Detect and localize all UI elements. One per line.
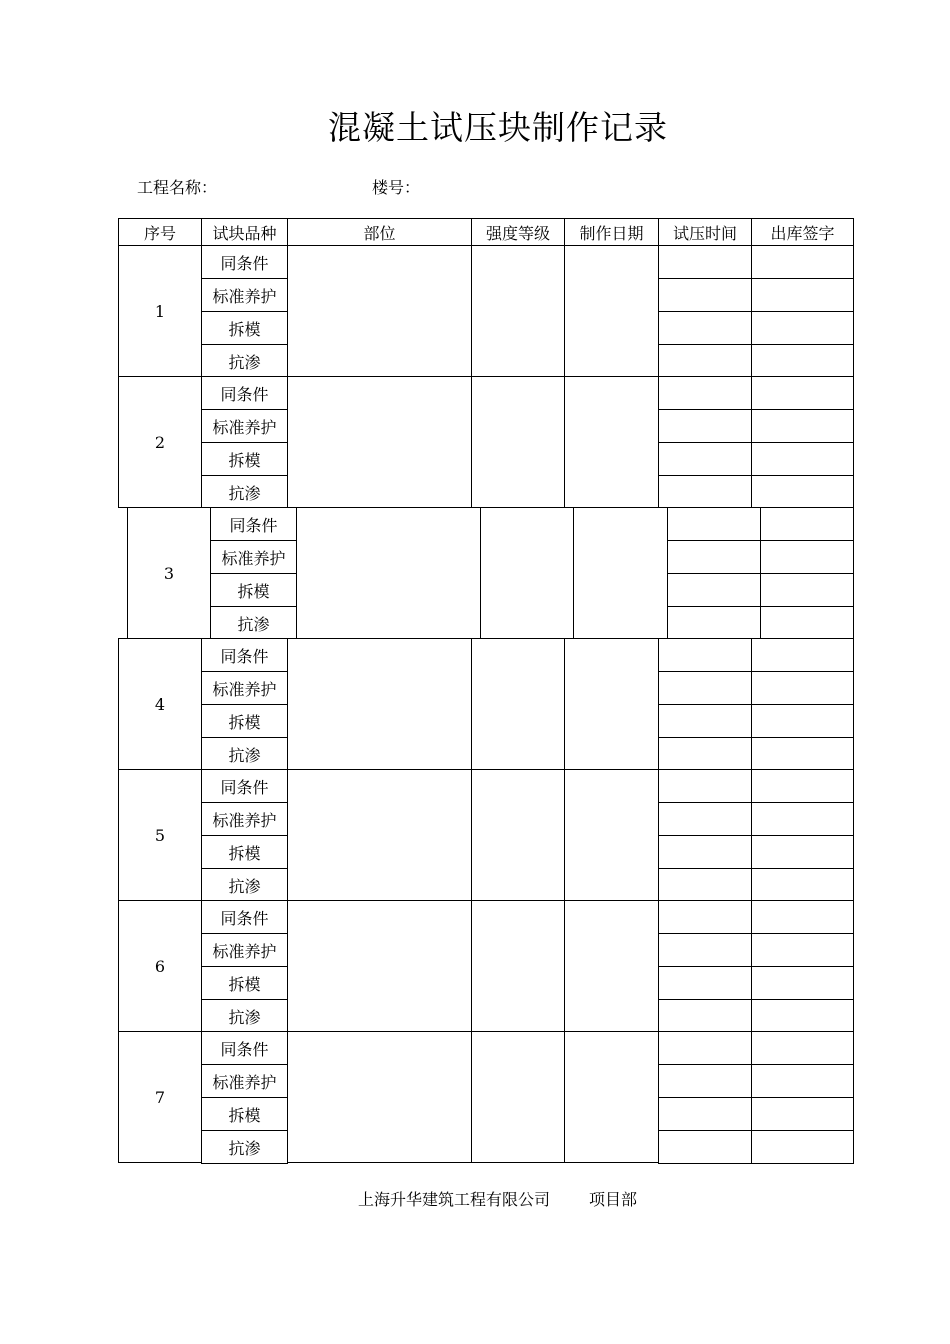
signature-cell[interactable] — [751, 868, 854, 902]
company-name: 上海升华建筑工程有限公司 — [358, 1190, 551, 1209]
header-col-made-date: 制作日期 — [564, 218, 659, 247]
made-date-cell[interactable] — [573, 507, 668, 639]
test-time-cell[interactable] — [658, 802, 752, 836]
signature-cell[interactable] — [760, 540, 854, 574]
row-index: 6 — [118, 900, 202, 1032]
row-index: 3 — [127, 507, 211, 639]
test-time-cell[interactable] — [658, 900, 752, 934]
strength-grade-cell[interactable] — [471, 638, 565, 770]
signature-cell[interactable] — [751, 638, 854, 672]
specimen-type: 标准养护 — [201, 933, 288, 967]
specimen-type: 抗渗 — [201, 475, 288, 509]
header-col-location: 部位 — [287, 218, 472, 247]
signature-cell[interactable] — [751, 966, 854, 1000]
test-time-cell[interactable] — [667, 540, 761, 574]
signature-cell[interactable] — [751, 376, 854, 410]
specimen-type: 同条件 — [201, 900, 288, 934]
header-col-test-time: 试压时间 — [658, 218, 752, 247]
signature-cell[interactable] — [751, 1097, 854, 1131]
location-cell[interactable] — [287, 900, 472, 1032]
test-time-cell[interactable] — [658, 311, 752, 345]
specimen-type: 拆模 — [201, 704, 288, 738]
test-time-cell[interactable] — [658, 671, 752, 705]
specimen-type: 标准养护 — [201, 802, 288, 836]
signature-cell[interactable] — [751, 278, 854, 312]
test-time-cell[interactable] — [658, 376, 752, 410]
test-time-cell[interactable] — [658, 737, 752, 771]
test-time-cell[interactable] — [667, 573, 761, 607]
strength-grade-cell[interactable] — [471, 900, 565, 1032]
location-cell[interactable] — [287, 638, 472, 770]
signature-cell[interactable] — [751, 802, 854, 836]
specimen-type: 抗渗 — [201, 1130, 288, 1164]
strength-grade-cell[interactable] — [471, 245, 565, 377]
test-time-cell[interactable] — [658, 868, 752, 902]
specimen-type: 同条件 — [201, 245, 288, 279]
location-cell[interactable] — [296, 507, 481, 639]
project-name-label: 工程名称： — [137, 178, 218, 197]
specimen-type: 同条件 — [201, 769, 288, 803]
specimen-type: 抗渗 — [210, 606, 297, 640]
test-time-cell[interactable] — [658, 966, 752, 1000]
specimen-type: 拆模 — [210, 573, 297, 607]
test-time-cell[interactable] — [658, 475, 752, 509]
signature-cell[interactable] — [751, 704, 854, 738]
made-date-cell[interactable] — [564, 900, 659, 1032]
location-cell[interactable] — [287, 376, 472, 508]
signature-cell[interactable] — [751, 835, 854, 869]
strength-grade-cell[interactable] — [471, 1031, 565, 1163]
specimen-type: 标准养护 — [201, 409, 288, 443]
building-number-label: 楼号： — [372, 178, 421, 197]
test-time-cell[interactable] — [658, 704, 752, 738]
signature-cell[interactable] — [751, 409, 854, 443]
test-time-cell[interactable] — [658, 933, 752, 967]
signature-cell[interactable] — [751, 769, 854, 803]
specimen-type: 同条件 — [201, 1031, 288, 1065]
test-time-cell[interactable] — [658, 344, 752, 378]
test-time-cell[interactable] — [658, 1130, 752, 1164]
signature-cell[interactable] — [760, 606, 854, 640]
test-time-cell[interactable] — [658, 409, 752, 443]
signature-cell[interactable] — [751, 1130, 854, 1164]
signature-cell[interactable] — [751, 1064, 854, 1098]
test-time-cell[interactable] — [667, 507, 761, 541]
signature-cell[interactable] — [751, 737, 854, 771]
row-index: 4 — [118, 638, 202, 770]
header-col-type: 试块品种 — [201, 218, 288, 247]
test-time-cell[interactable] — [658, 1031, 752, 1065]
specimen-type: 拆模 — [201, 1097, 288, 1131]
specimen-type: 同条件 — [210, 507, 297, 541]
signature-cell[interactable] — [751, 999, 854, 1033]
signature-cell[interactable] — [751, 900, 854, 934]
specimen-type: 抗渗 — [201, 344, 288, 378]
signature-cell[interactable] — [751, 1031, 854, 1065]
signature-cell[interactable] — [751, 311, 854, 345]
test-time-cell[interactable] — [658, 835, 752, 869]
location-cell[interactable] — [287, 245, 472, 377]
specimen-type: 标准养护 — [210, 540, 297, 574]
row-index: 5 — [118, 769, 202, 901]
strength-grade-cell[interactable] — [480, 507, 574, 639]
specimen-type: 拆模 — [201, 311, 288, 345]
specimen-type: 抗渗 — [201, 737, 288, 771]
signature-cell[interactable] — [751, 245, 854, 279]
test-time-cell[interactable] — [667, 606, 761, 640]
row-index: 1 — [118, 245, 202, 377]
header-col-index: 序号 — [118, 218, 202, 247]
signature-cell[interactable] — [751, 475, 854, 509]
signature-cell[interactable] — [751, 442, 854, 476]
specimen-type: 同条件 — [201, 376, 288, 410]
test-time-cell[interactable] — [658, 999, 752, 1033]
signature-cell[interactable] — [760, 573, 854, 607]
specimen-type: 拆模 — [201, 442, 288, 476]
signature-cell[interactable] — [760, 507, 854, 541]
location-cell[interactable] — [287, 769, 472, 901]
specimen-type: 同条件 — [201, 638, 288, 672]
row-index: 7 — [118, 1031, 202, 1163]
test-time-cell[interactable] — [658, 442, 752, 476]
made-date-cell[interactable] — [564, 1031, 659, 1163]
signature-cell[interactable] — [751, 933, 854, 967]
specimen-type: 抗渗 — [201, 868, 288, 902]
specimen-type: 标准养护 — [201, 1064, 288, 1098]
header-col-signature: 出库签字 — [751, 218, 854, 247]
page-title: 混凝土试压块制作记录 — [328, 108, 668, 147]
specimen-type: 标准养护 — [201, 671, 288, 705]
location-cell[interactable] — [287, 1031, 472, 1163]
made-date-cell[interactable] — [564, 376, 659, 508]
signature-cell[interactable] — [751, 671, 854, 705]
made-date-cell[interactable] — [564, 245, 659, 377]
specimen-type: 标准养护 — [201, 278, 288, 312]
header-col-grade: 强度等级 — [471, 218, 565, 247]
test-time-cell[interactable] — [658, 1097, 752, 1131]
specimen-type: 拆模 — [201, 835, 288, 869]
project-department: 项目部 — [589, 1190, 638, 1209]
strength-grade-cell[interactable] — [471, 769, 565, 901]
test-time-cell[interactable] — [658, 769, 752, 803]
test-time-cell[interactable] — [658, 245, 752, 279]
row-index: 2 — [118, 376, 202, 508]
signature-cell[interactable] — [751, 344, 854, 378]
specimen-type: 抗渗 — [201, 999, 288, 1033]
made-date-cell[interactable] — [564, 638, 659, 770]
test-time-cell[interactable] — [658, 278, 752, 312]
test-time-cell[interactable] — [658, 1064, 752, 1098]
specimen-type: 拆模 — [201, 966, 288, 1000]
strength-grade-cell[interactable] — [471, 376, 565, 508]
test-time-cell[interactable] — [658, 638, 752, 672]
made-date-cell[interactable] — [564, 769, 659, 901]
